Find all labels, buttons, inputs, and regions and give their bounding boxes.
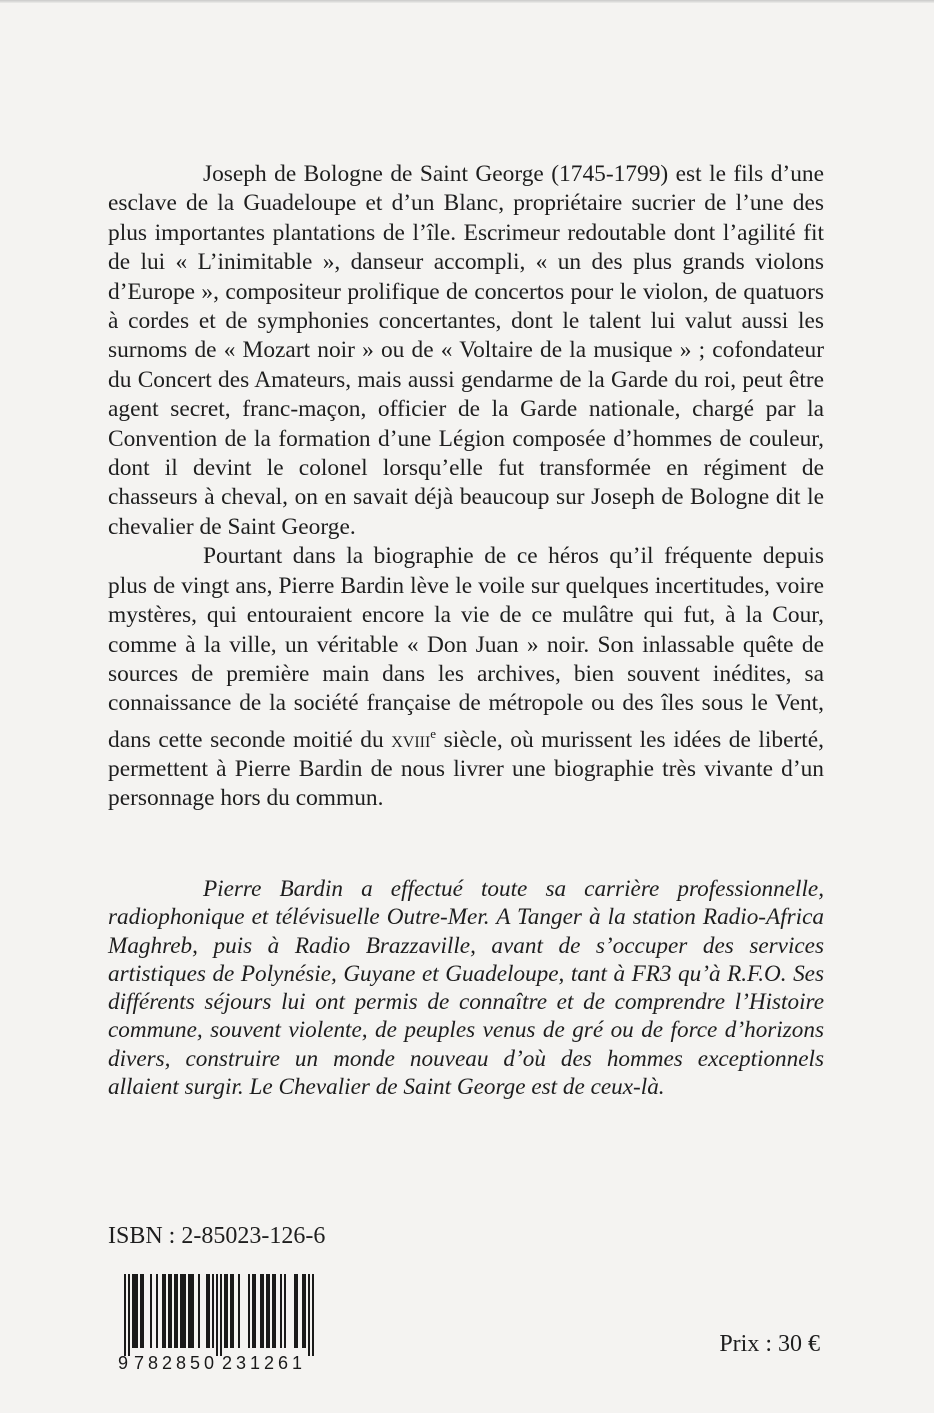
barcode-bar (136, 1274, 138, 1348)
barcode-bar (164, 1274, 166, 1348)
barcode-bar (192, 1274, 194, 1348)
barcode-bar (248, 1274, 250, 1348)
barcode-bar (224, 1274, 226, 1348)
barcode-bar (208, 1274, 210, 1348)
barcode-bar (212, 1274, 214, 1348)
isbn-label: ISBN : 2-85023-126-6 (108, 1223, 326, 1249)
price-label: Prix : 30 € (719, 1331, 820, 1357)
barcode-bar (280, 1274, 282, 1348)
barcode-bar (272, 1274, 274, 1348)
barcode-bar (296, 1274, 298, 1348)
barcode-bar (254, 1274, 256, 1348)
barcode-bar (216, 1274, 218, 1356)
barcode-bar (150, 1274, 152, 1348)
barcode-left-digits: 782850 (133, 1353, 219, 1372)
barcode-bar (182, 1274, 184, 1348)
barcode-bar (134, 1274, 136, 1348)
summary-paragraph-2-start: Pourtant dans la biographie de ce héros qu’il fréquente depuis plus de vingt ans, Pierre Bardin lève le voile sur quelques incertitudes, voire mystères, qui entouraient encore la vie de ce mulâtre qui fut, à la Cour, comme à la ville, un véritable « Don Juan » noir. Son inlassable quête de sources de première main dans les archives, bien souvent inédites, sa connaissance de la société française de métropole ou des îles sous le Vent, dans cette seconde moitié du (108, 543, 824, 753)
barcode-bar (238, 1274, 240, 1348)
summary-paragraph-1: Joseph de Bologne de Saint George (1745-1799) est le fils d’une esclave de la Guadeloupe et d’un Blanc, propriétaire sucrier de l’une des plus importantes plantations de l’île. Escrimeur redoutable dont l’agilité fit de lui « L’inimitable », danseur accompli, « un des plus grands violons d’Europe », compositeur prolifique de concertos pour le violon, de quatuors à cordes et de symphonies concertantes, dont le talent lui valut aussi les surnoms de « Mozart noir » ou de « Voltaire de la musique » ; cofondateur du Concert des Amateurs, mais aussi gendarme de la Garde du roi, peut être agent secret, franc-maçon, officier de la Garde nationale, chargé par la Convention de la formation d’une Légion composée d’hommes de couleur, dont il devint le colonel lorsqu’elle fut transformée en régiment de chasseurs à cheval, on en savait déjà beaucoup sur Joseph de Bologne dit le chevalier de Saint George. (108, 161, 824, 540)
century-numeral: xviii (391, 726, 431, 753)
barcode-bar (168, 1274, 170, 1348)
barcode-bar (128, 1274, 130, 1356)
barcode-bar (284, 1274, 286, 1348)
barcode-bar (274, 1274, 276, 1348)
barcode-bar (156, 1274, 158, 1348)
barcode-bar (170, 1274, 172, 1348)
century-suffix: e (430, 725, 437, 741)
barcode-bar (132, 1274, 134, 1348)
barcode-bar (140, 1274, 142, 1348)
barcode-bar (252, 1274, 254, 1348)
barcode-bar (232, 1274, 234, 1348)
barcode-bar (162, 1274, 164, 1348)
top-edge-rule (0, 0, 934, 3)
barcode-bar (294, 1274, 296, 1348)
summary-paragraph-2-end: siècle, où murissent les idées de liberté, permettent à Pierre Bardin de nous livrer une biographie très vivante d’un personnage hors du commun. (108, 726, 824, 812)
barcode-bar (176, 1274, 178, 1348)
barcode-first-digit: 9 (118, 1353, 129, 1372)
barcode-bar (184, 1274, 186, 1348)
barcode-bar (124, 1274, 126, 1356)
summary-paragraph-2 (108, 542, 824, 813)
barcode-bar (198, 1274, 200, 1348)
barcode-bar (302, 1274, 304, 1348)
barcode-bar (220, 1274, 222, 1356)
barcode-bar (180, 1274, 182, 1348)
isbn-barcode (114, 1272, 320, 1372)
barcode-bar (188, 1274, 190, 1348)
barcode-bar (190, 1274, 192, 1348)
barcode-bar (308, 1274, 310, 1356)
barcode-bar (304, 1274, 306, 1348)
barcode-right-digits: 231261 (221, 1353, 307, 1372)
barcode-bar (174, 1274, 176, 1348)
barcode-bar (260, 1274, 262, 1348)
barcode-bar (266, 1274, 268, 1348)
barcode-bar (226, 1274, 228, 1348)
barcode-bar (230, 1274, 232, 1348)
barcode-bar (206, 1274, 208, 1348)
barcode-bar (312, 1274, 314, 1356)
barcode-bar (262, 1274, 264, 1348)
barcode-bar (268, 1274, 270, 1348)
author-biography: Pierre Bardin a effectué toute sa carrière professionnelle, radiophonique et télévisuelle Outre-Mer. A Tanger à la station Radio-Africa Maghreb, puis à Radio Brazzaville, avant de s’occuper des services artistiques de Polynésie, Guyane et Guadeloupe, tant à FR3 qu’à R.F.O. Ses différents séjours lui ont permis de connaître et de comprendre l’Histoire commune, souvent violente, de peuples venus de gré ou de force d’horizons divers, construire un monde nouveau d’où des hommes exceptionnels allaient surgir. Le Chevalier de Saint George est de ceux-là. (108, 876, 824, 1101)
barcode-bar (142, 1274, 144, 1348)
back-cover-summary (108, 160, 824, 814)
